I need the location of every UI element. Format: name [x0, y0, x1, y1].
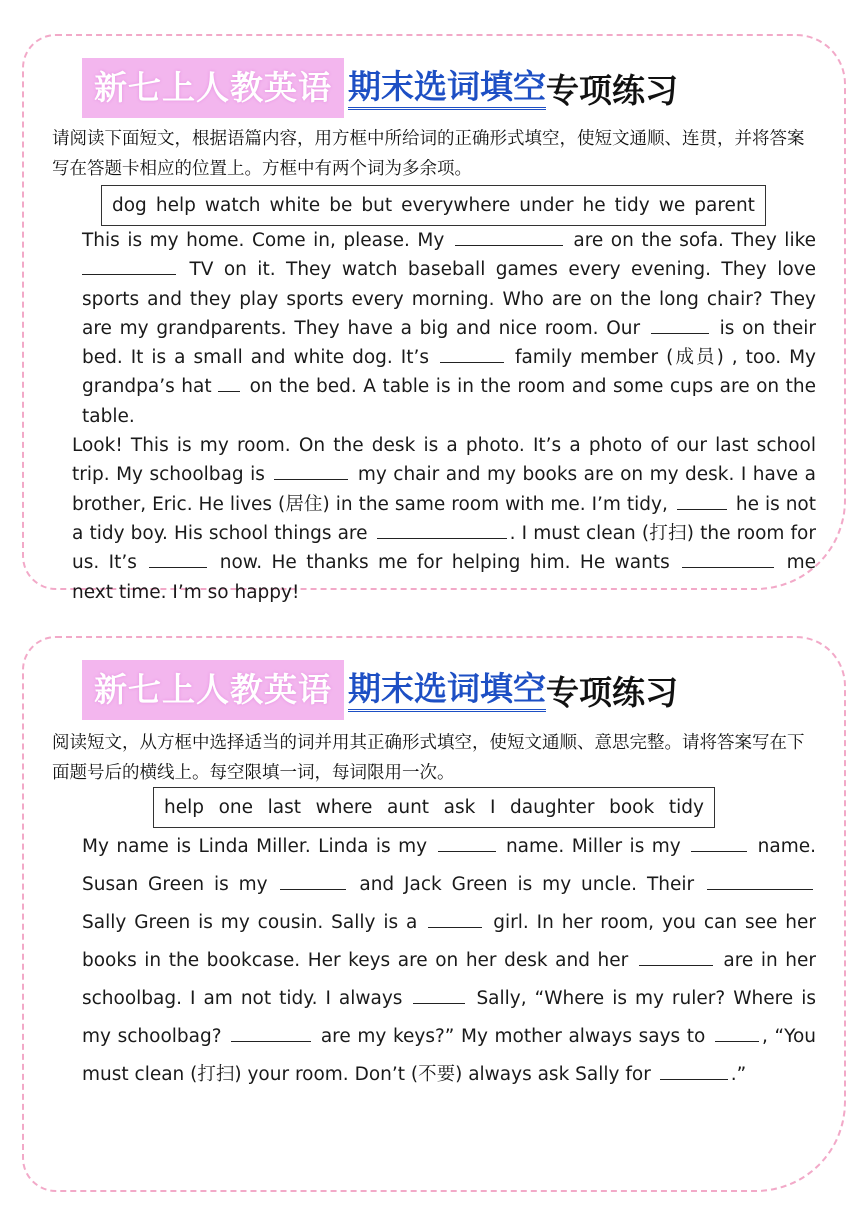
title-part-a: 新七上人教英语 — [82, 58, 344, 118]
answer-blank[interactable] — [377, 524, 507, 539]
text-segment: Sally Green is my cousin. Sally is a — [82, 912, 418, 933]
title-part-c: 专项练习 — [546, 70, 678, 110]
answer-blank[interactable] — [413, 989, 465, 1004]
text-segment: , “You must clean (打扫) your room. Don’t (不要) always ask Sally for — [82, 1026, 816, 1085]
text-segment: Sally, “Where is my ruler? Where is my schoolbag? — [82, 988, 816, 1047]
title-part-b: 期末选词填空 — [348, 67, 546, 110]
answer-blank[interactable] — [440, 348, 504, 363]
word-box-2 — [153, 787, 715, 828]
text-segment: girl. In her room, you can see her books in the bookcase. Her keys are on her desk and her — [82, 912, 816, 971]
text-segment: are in her schoolbag. I am not tidy. I always — [82, 950, 816, 1009]
passage-2 — [52, 828, 816, 1094]
answer-blank[interactable] — [639, 951, 713, 966]
answer-blank[interactable] — [691, 837, 747, 852]
text-segment: my chair and my books are on my desk. I have a brother, Eric. He lives (居住) in the same room with me. I’m tidy, — [72, 464, 816, 515]
text-segment: TV on it. They watch baseball games every evening. They love sports and they play sports every morning. Who are on the long chair? They are my grandparents. They have a big and nice room. Our — [82, 259, 816, 339]
text-segment: on the bed. A table is in the room and some cups are on the table. — [82, 376, 816, 427]
word: but — [361, 195, 393, 216]
answer-blank[interactable] — [715, 1027, 759, 1042]
title-part-a: 新七上人教英语 — [82, 660, 344, 720]
paragraph-1 — [52, 828, 816, 1094]
text-segment: are on the sofa. They like — [573, 230, 817, 251]
word: help — [155, 195, 196, 216]
title-part-b: 期末选词填空 — [348, 669, 546, 712]
answer-blank[interactable] — [455, 231, 563, 246]
text-segment: he is not a tidy boy. His school things are — [72, 493, 816, 544]
text-segment: name. Miller is my — [505, 836, 681, 857]
text-segment: name. Susan Green is my — [82, 836, 817, 895]
answer-blank[interactable] — [82, 260, 176, 275]
text-segment: is on their bed. It is a small and white dog. It’s — [82, 317, 816, 369]
text-segment: are my keys?” My mother always says to — [320, 1026, 706, 1047]
answer-blank[interactable] — [280, 875, 346, 890]
word: help — [164, 797, 204, 818]
text-segment: Look! This is my room. On the desk is a photo. It’s a photo of our last school trip. My schoolbag is — [72, 435, 816, 486]
title-part-c: 专项练习 — [546, 672, 678, 712]
word: he — [582, 195, 606, 216]
paragraph-1 — [52, 226, 816, 431]
answer-blank[interactable] — [438, 837, 496, 852]
word: tidy — [668, 797, 704, 818]
word: tidy — [614, 195, 650, 216]
word: last — [267, 797, 301, 818]
word: under — [519, 195, 574, 216]
word-box-1 — [101, 185, 766, 226]
text-segment: family member (成员) , too. My grandpa’s hat — [82, 347, 816, 398]
answer-blank[interactable] — [677, 495, 727, 510]
title-2 — [82, 660, 678, 720]
answer-blank[interactable] — [231, 1027, 311, 1042]
text-segment: now. He thanks me for helping him. He wants — [219, 552, 670, 574]
instruction-1: 请阅读下面短文，根据语篇内容，用方框中所给词的正确形式填空，使短文通顺、连贯，并将答案写在答题卡相应的位置上。方框中有两个词为多余项。 — [52, 129, 805, 179]
paragraph-2 — [52, 431, 816, 607]
word: I — [489, 797, 496, 818]
answer-blank[interactable] — [149, 553, 207, 568]
answer-blank[interactable] — [274, 465, 348, 480]
answer-blank[interactable] — [651, 319, 709, 334]
word: parent — [694, 195, 755, 216]
word: daughter — [510, 797, 595, 818]
answer-blank[interactable] — [428, 913, 482, 928]
word: watch — [204, 195, 261, 216]
passage-1 — [52, 226, 816, 607]
word: everywhere — [401, 195, 511, 216]
title-1 — [82, 58, 678, 118]
text-segment: .” — [730, 1064, 747, 1085]
answer-blank[interactable] — [707, 875, 813, 890]
text-segment: My name is Linda Miller. Linda is my — [82, 836, 428, 857]
word: one — [218, 797, 254, 818]
answer-blank[interactable] — [660, 1065, 728, 1080]
word: white — [269, 195, 321, 216]
word: we — [658, 195, 686, 216]
word: book — [609, 797, 655, 818]
text-segment: . I must clean (打扫) the room for us. It’s — [72, 522, 816, 574]
answer-blank[interactable] — [218, 377, 240, 392]
answer-blank[interactable] — [682, 553, 774, 568]
word: ask — [443, 797, 476, 818]
text-segment: me next time. I’m so happy! — [72, 552, 816, 603]
word: dog — [112, 195, 147, 216]
instruction-2: 阅读短文，从方框中选择适当的词并用其正确形式填空，使短文通顺、意思完整。请将答案写在下面题号后的横线上。每空限填一词，每词限用一次。 — [52, 733, 805, 783]
word: aunt — [387, 797, 430, 818]
word: be — [329, 195, 353, 216]
word: where — [315, 797, 373, 818]
text-segment: This is my home. Come in, please. My — [82, 230, 445, 251]
text-segment: and Jack Green is my uncle. Their — [359, 874, 695, 895]
